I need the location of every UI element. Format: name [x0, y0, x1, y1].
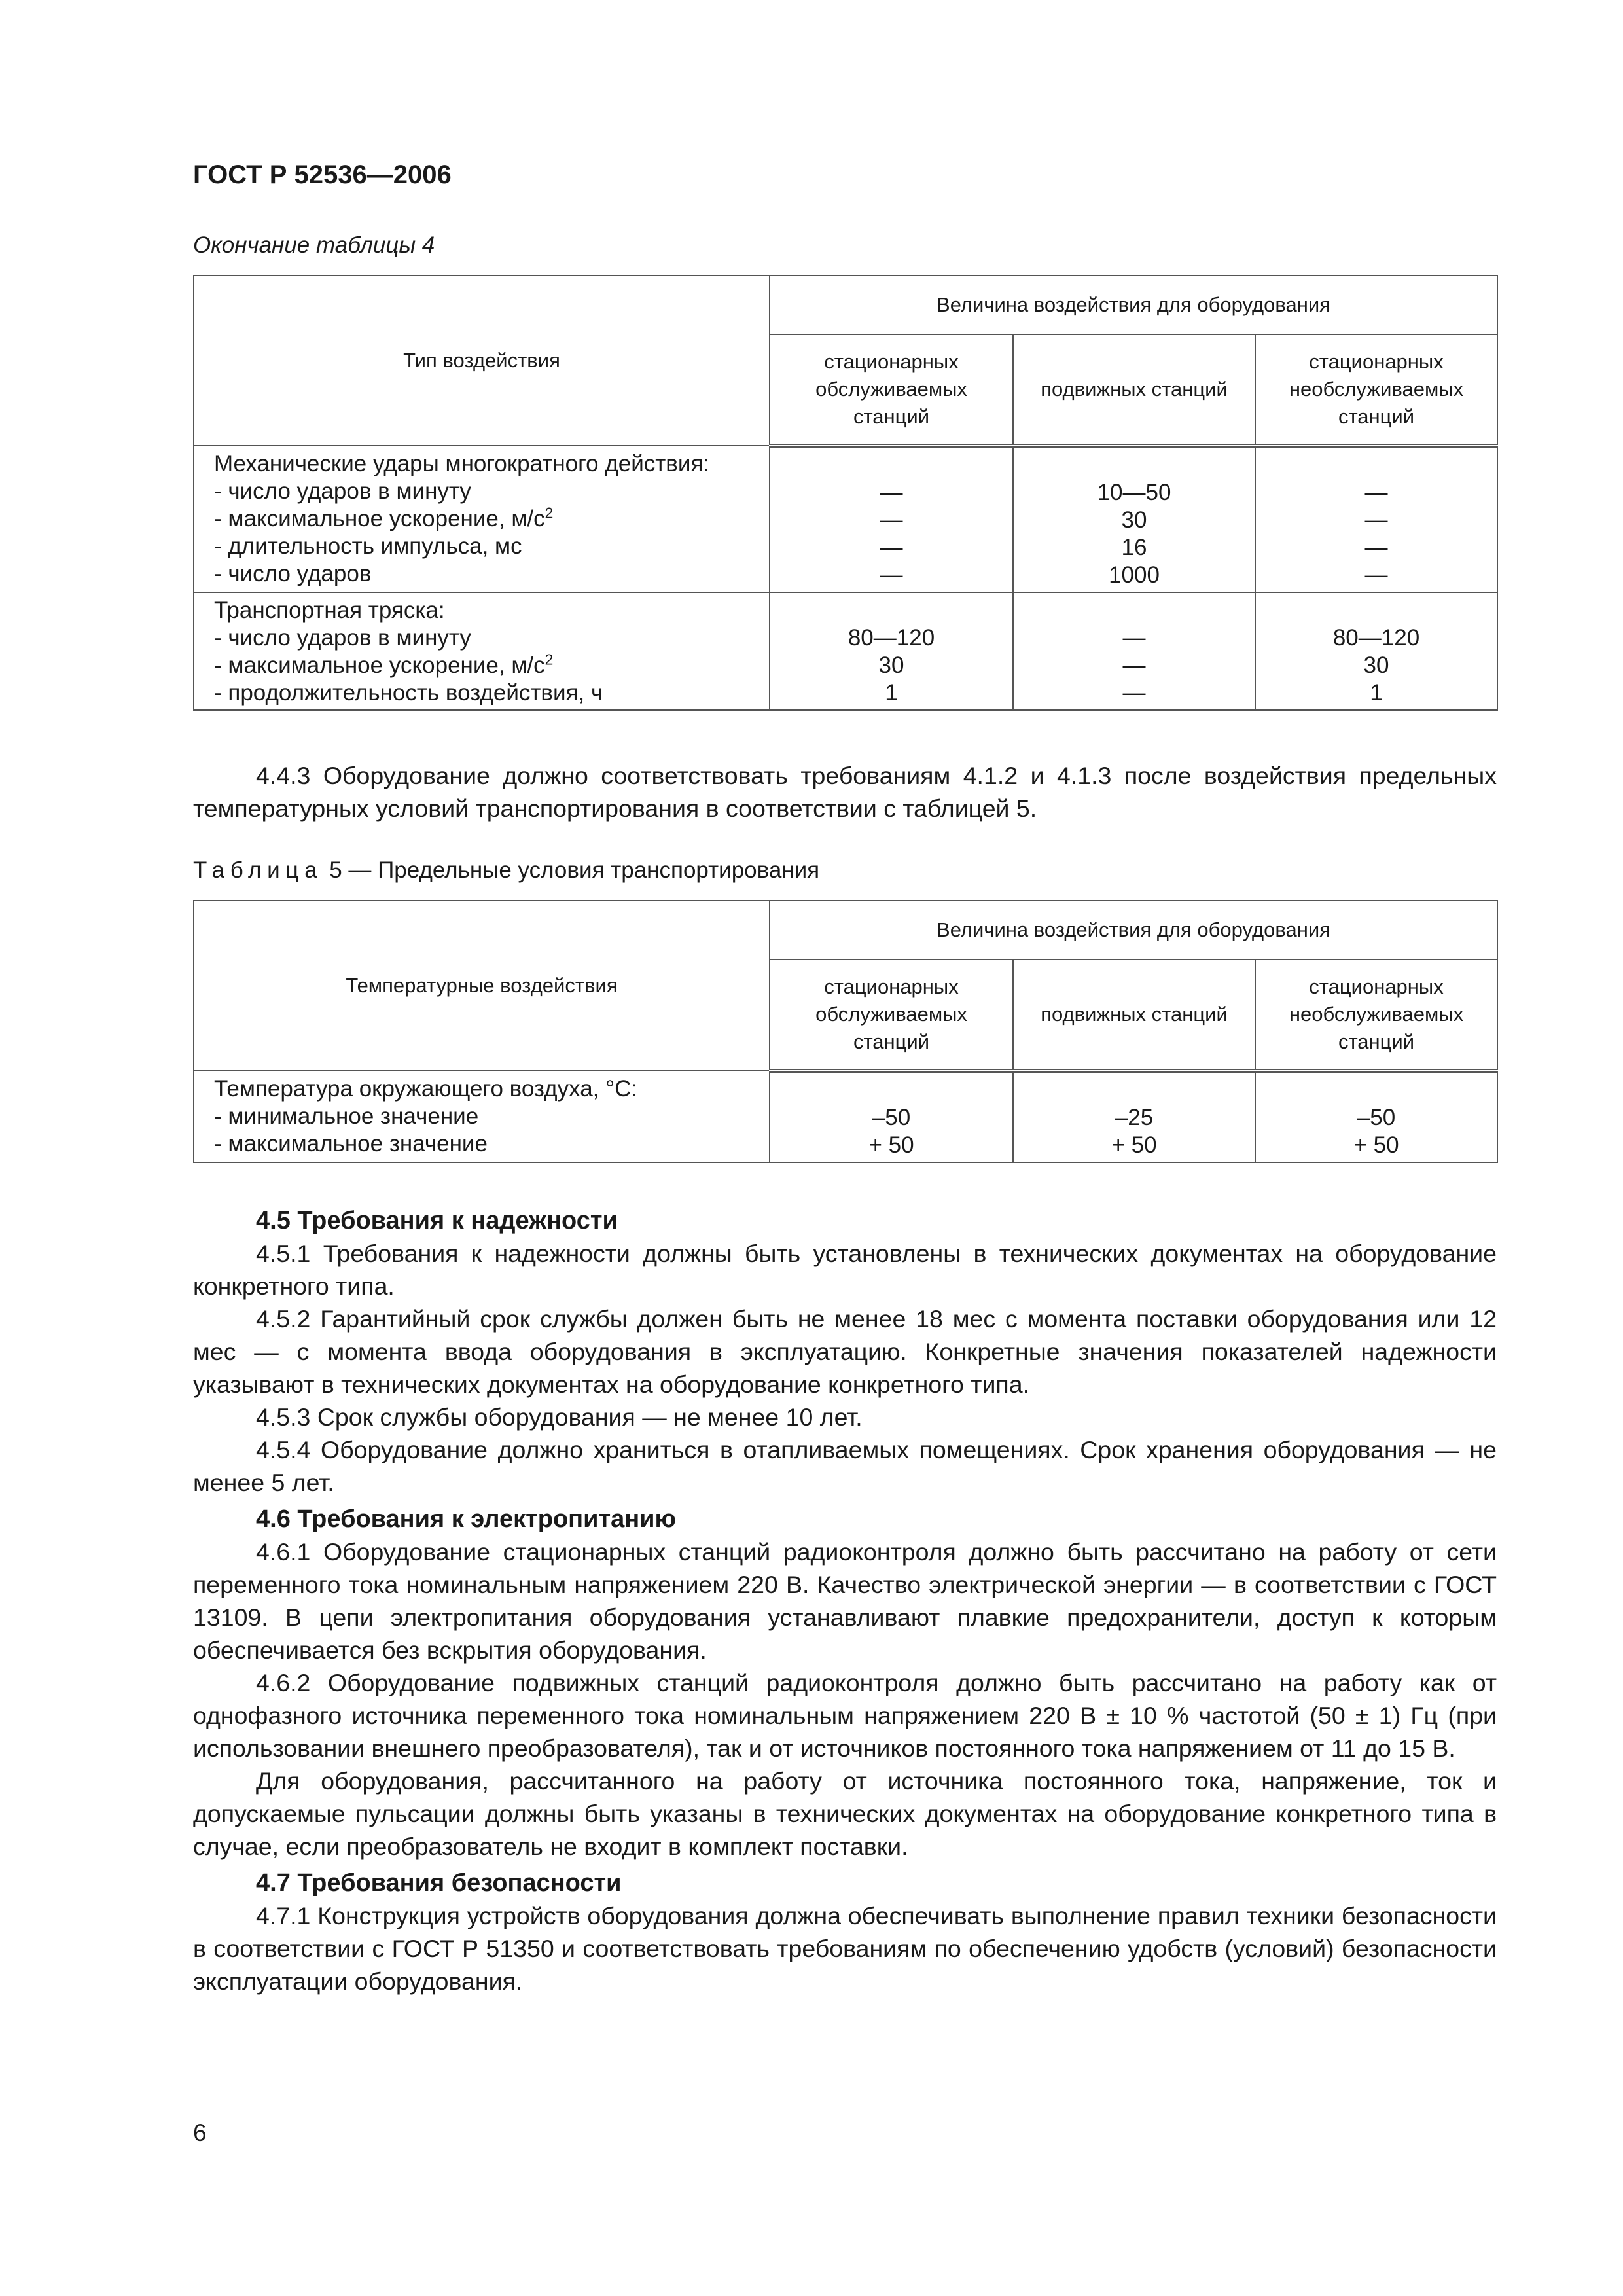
col-header-mobile: подвижных станций — [1013, 334, 1255, 446]
paragraph: 4.5.2 Гарантийный срок службы должен быть не менее 18 мес с момента поставки оборудования или 12 мес — с момента ввода оборудования в эксплуатацию. Конкретные значения показателей надежности указывают в технических документах на оборудование конкретного типа. — [193, 1305, 1497, 1398]
paragraph-4-4-3: 4.4.3 Оборудование должно соответствовать требованиям 4.1.2 и 4.1.3 после воздействия предельных температурных условий транспортирования в соответствии с таблицей 5. — [193, 762, 1497, 822]
col-header-stationary-unserviced: стационарных необслуживаемых станций — [1255, 960, 1497, 1071]
table-row: Транспортная тряска: - число ударов в минуту - максимальное ускорение, $м/с^2$ - продолжительность воздействия, ч 80—120 30 1 — — — 80—120 30 1 — [194, 592, 1497, 710]
section-heading-4-7: 4.7 Требования безопасности — [256, 1869, 622, 1897]
row-title: Температура окружающего воздуха, °С: — [214, 1076, 638, 1102]
table5-caption: Таблица 5 — Предельные условия транспортирования — [193, 857, 820, 883]
col-header-group: Величина воздействия для оборудования — [770, 276, 1497, 334]
paragraph: 4.7.1 Конструкция устройств оборудования должна обеспечивать выполнение правил техники безопасности в соответствии с ГОСТ Р 51350 и соответствовать требованиям по обеспечению удобств (условий) безопасности эксплуатации оборудования. — [193, 1902, 1497, 1995]
row-title: Механические удары многократного действия: — [214, 451, 710, 476]
section-heading-4-6: 4.6 Требования к электропитанию — [256, 1505, 676, 1533]
col-header-temperature: Температурные воздействия — [194, 901, 770, 1071]
paragraph: 4.6.2 Оборудование подвижных станций радиоконтроля должно быть рассчитано на работу как от однофазного источника переменного тока номинальным напряжением 220 В ± 10 % частотой (50 ± 1) Гц (при использовании внешнего преобразователя), так и от источников постоянного тока напряжением от 11 до 15 В. — [193, 1669, 1497, 1762]
paragraph: 4.5.3 Срок службы оборудования — не менее 10 лет. — [256, 1403, 863, 1431]
col-header-stationary-serviced: стационарных обслуживаемых станций — [770, 960, 1013, 1071]
table-4 — [193, 275, 1498, 711]
col-header-stationary-serviced: стационарных обслуживаемых станций — [770, 334, 1013, 446]
paragraph: 4.6.1 Оборудование стационарных станций радиоконтроля должно быть рассчитано на работу от сети переменного тока номинальным напряжением 220 В. Качество электрической энергии — в соответствии с ГОСТ 13109. В цепи электропитания оборудования устанавливают плавкие предохранители, доступ к которым обеспечивается без вскрытия оборудования. — [193, 1538, 1497, 1664]
paragraph: 4.5.1 Требования к надежности должны быть установлены в технических документах на оборудование конкретного типа. — [193, 1240, 1497, 1300]
col-header-type: Тип воздействия — [194, 276, 770, 446]
document-id: ГОСТ Р 52536—2006 — [193, 160, 452, 189]
body-text — [193, 1204, 1497, 1998]
table-5 — [193, 900, 1498, 1163]
col-header-stationary-unserviced: стационарных необслуживаемых станций — [1255, 334, 1497, 446]
section-heading-4-5: 4.5 Требования к надежности — [256, 1207, 618, 1234]
col-header-mobile: подвижных станций — [1013, 960, 1255, 1071]
page-number: 6 — [193, 2119, 207, 2146]
table-row: Температура окружающего воздуха, °С: - минимальное значение - максимальное значение –50 + 50 –25 + 50 –50 + 50 — [194, 1071, 1497, 1162]
col-header-group: Величина воздействия для оборудования — [770, 901, 1497, 960]
table4-caption: Окончание таблицы 4 — [193, 232, 435, 258]
table-row: Механические удары многократного действия: - число ударов в минуту - максимальное ускорение, $м/с^2$ - длительность импульса, мс - число ударов — — — — 10—50 30 16 1000 — — — — — [194, 446, 1497, 592]
paragraph: Для оборудования, рассчитанного на работу от источника постоянного тока, напряжение, ток и допускаемые пульсации должны быть указаны в технических документах на оборудование конкретного типа в случае, если преобразователь не входит в комплект поставки. — [193, 1767, 1497, 1860]
row-title: Транспортная тряска: — [214, 598, 445, 623]
paragraph: 4.5.4 Оборудование должно храниться в отапливаемых помещениях. Срок хранения оборудования — не менее 5 лет. — [193, 1436, 1497, 1496]
